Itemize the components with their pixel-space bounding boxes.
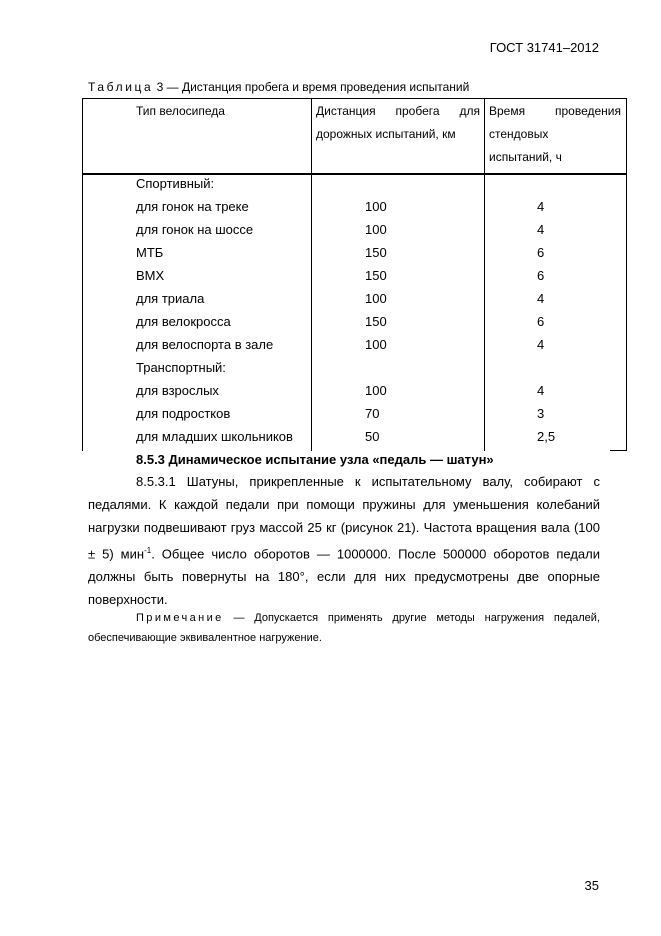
row-distance: 150 (365, 245, 387, 260)
row-type: для младших школьников (136, 429, 293, 444)
row-type: для взрослых (136, 383, 219, 398)
standard-number: ГОСТ 31741–2012 (489, 40, 599, 55)
table-left-border (82, 98, 83, 451)
page-number: 35 (584, 878, 599, 893)
row-distance: 100 (365, 337, 387, 352)
row-distance: 100 (365, 222, 387, 237)
column-header-time: Время проведения стендовых испытаний, ч (489, 104, 621, 164)
row-type: ВМХ (136, 268, 165, 283)
column-header-distance: Дистанция пробега для дорожных испытаний, км (316, 104, 480, 141)
row-time: 4 (537, 383, 545, 398)
section-heading: 8.5.3 Динамическое испытание узла «педаль — шатун» (136, 452, 494, 467)
table-column-divider (311, 98, 312, 451)
paragraph-text: 8.5.3.1 Шатуны, прикрепленные к испытательному валу, собирают с педалями. К каждой педали при помощи пружины для уменьшения колебаний нагрузки подвешивают груз массой 25 кг (рисунок 21). Частота вращения вала (100 ± 5) мин (88, 474, 600, 562)
row-distance: 70 (365, 406, 380, 421)
row-type: для гонок на шоссе (136, 222, 254, 237)
table-top-border (82, 98, 627, 99)
note-label: Примечание (136, 612, 224, 624)
row-distance: 100 (365, 383, 387, 398)
row-type: для велокросса (136, 314, 231, 329)
note-text: — Допускается применять другие методы нагружения педалей, обеспечивающие эквивалентное нагружение. (88, 612, 600, 644)
row-distance: 150 (365, 314, 387, 329)
row-type: для гонок на треке (136, 199, 249, 214)
row-distance: 150 (365, 268, 387, 283)
row-distance: 50 (365, 429, 380, 444)
row-time: 4 (537, 222, 545, 237)
table-caption-label: Таблица (88, 80, 154, 94)
table-caption-text: 3 — Дистанция пробега и время проведения испытаний (153, 80, 470, 94)
table-column-divider (484, 98, 485, 451)
table-caption (88, 80, 469, 94)
row-type: МТБ (136, 245, 164, 260)
section-paragraph (88, 470, 600, 611)
row-time: 6 (537, 245, 545, 260)
row-type: для подростков (136, 406, 231, 421)
row-time: 3 (537, 406, 545, 421)
exponent: -1 (144, 546, 152, 555)
table-header-border (82, 173, 627, 175)
row-distance: 100 (365, 291, 387, 306)
row-type: Спортивный: (136, 176, 215, 191)
paragraph-text: . Общее число оборотов — 1000000. После 500000 оборотов педали должны быть повернуты на 180°, если для них предусмотрены две опорные поверхности. (88, 546, 600, 608)
note (88, 608, 600, 648)
row-time: 4 (537, 291, 545, 306)
row-type: для триала (136, 291, 205, 306)
row-time: 4 (537, 337, 545, 352)
row-type: для велоспорта в зале (136, 337, 274, 352)
table-right-border (626, 98, 627, 451)
row-time: 6 (537, 268, 545, 283)
row-time: 2,5 (537, 429, 556, 444)
row-time: 4 (537, 199, 545, 214)
row-type: Транспортный: (136, 360, 226, 375)
row-distance: 100 (365, 199, 387, 214)
column-header-type: Тип велосипеда (136, 104, 225, 118)
table-bottom-tick (610, 450, 627, 451)
row-time: 6 (537, 314, 545, 329)
